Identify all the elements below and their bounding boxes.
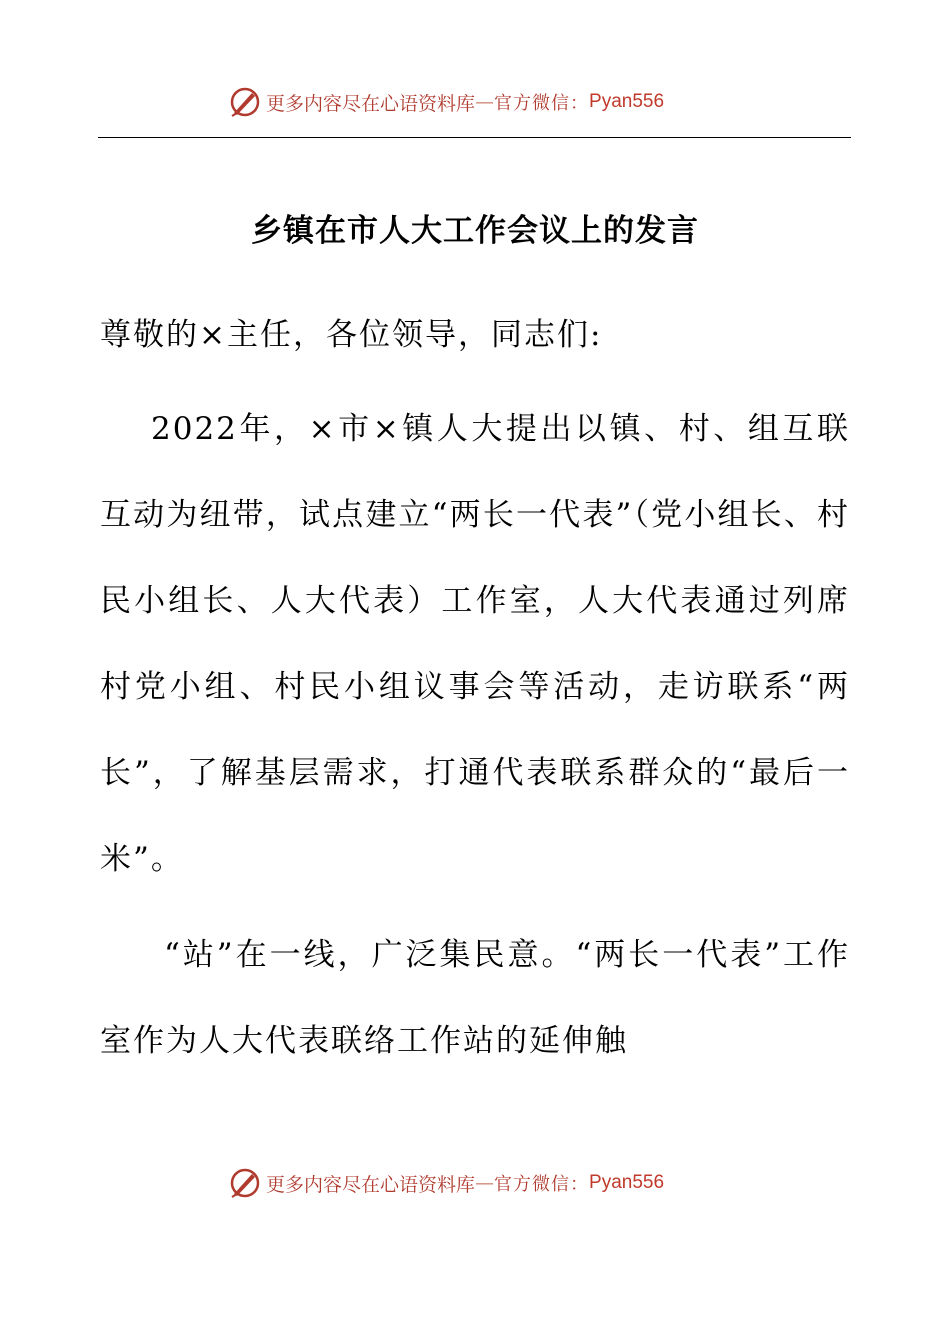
salutation: 尊敬的×主任，各位领导，同志们: [100,317,603,353]
quill-seal-icon [228,1166,262,1200]
quill-seal-icon [228,85,262,119]
footer-banner [228,1163,664,1203]
header-divider [98,137,851,138]
footer-site-text: 更多内容尽在心语资料库 [266,1173,476,1196]
document-title: 乡镇在市人大工作会议上的发言 [251,213,699,249]
footer-wechat-id: Pyan556 [589,1172,665,1193]
header-site-text: 更多内容尽在心语资料库 [266,92,476,115]
paragraph-2: “站”在一线，广泛集民意。“两长一代表”工作室作为人大代表联络工作站的延伸触 [100,937,850,1059]
header-separator: — [475,91,495,113]
header-banner [228,82,664,122]
footer-separator: — [475,1172,495,1194]
paragraph-1: 2022年，×市×镇人大提出以镇、村、组互联互动为纽带，试点建立“两长一代表”（党小组长、村民小组长、人大代表）工作室，人大代表通过列席村党小组、村民小组议事会等活动，走访联系“两长”，了解基层需求，打通代表联系群众的“最后一米”。 [100,411,850,877]
footer-contact-label: 官方微信： [494,1174,590,1195]
header-wechat-id: Pyan556 [589,91,665,112]
header-contact-label: 官方微信： [494,93,590,114]
